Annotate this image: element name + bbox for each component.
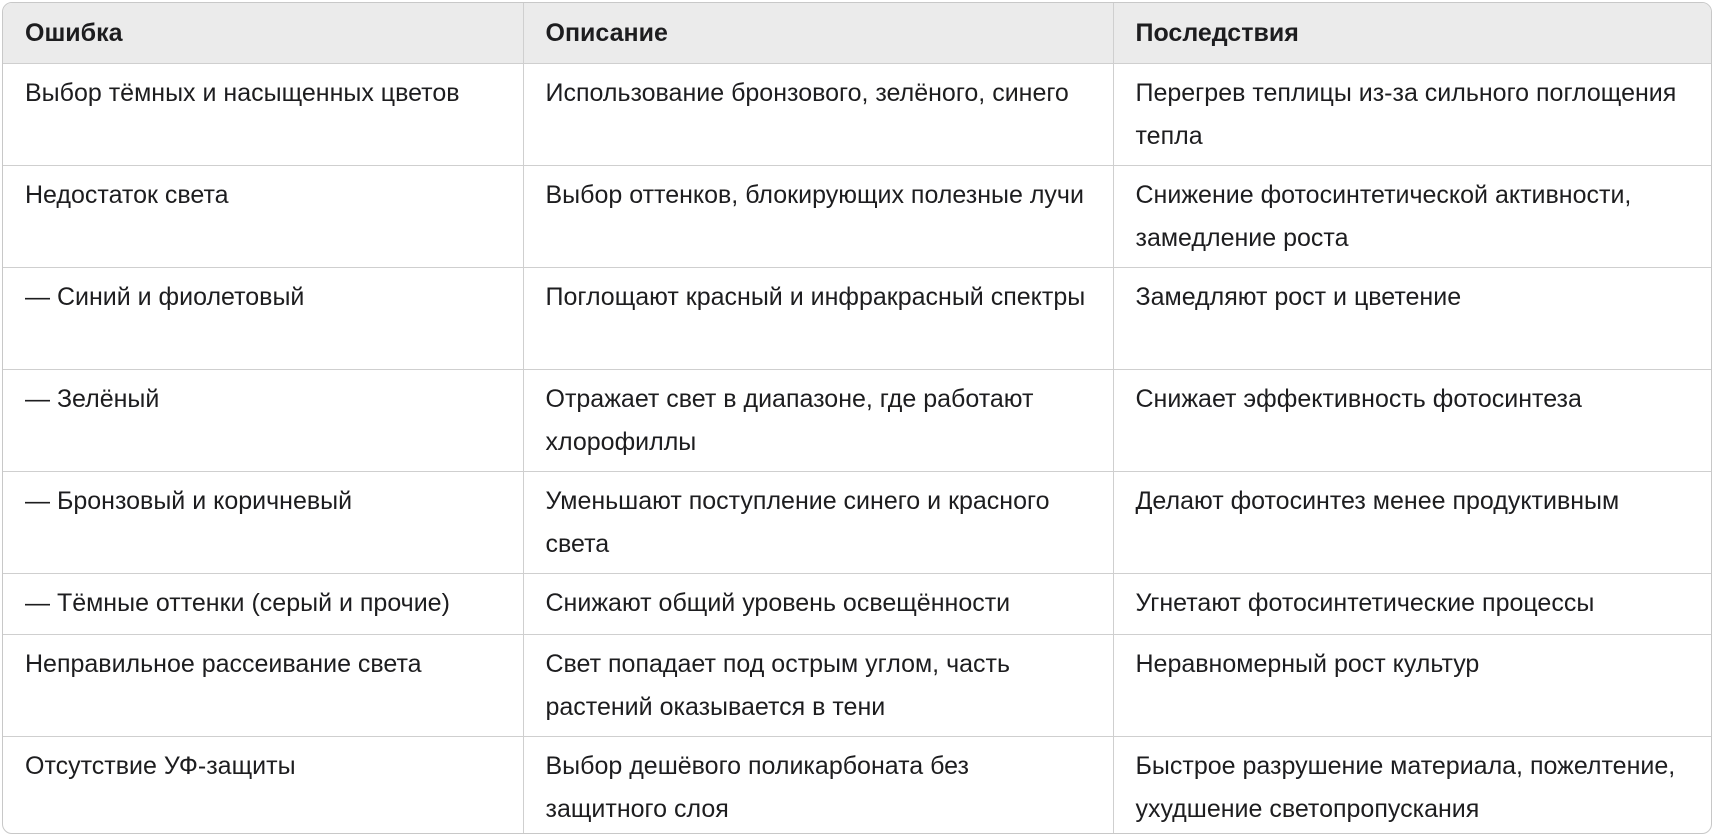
cell-consequences: Перегрев теплицы из-за сильного поглощения тепла bbox=[1113, 63, 1711, 165]
table-row bbox=[3, 634, 1711, 736]
cell-error: Неправильное рассеивание света bbox=[3, 634, 523, 736]
cell-description: Выбор оттенков, блокирующих полезные лучи bbox=[523, 165, 1113, 267]
table-row bbox=[3, 471, 1711, 573]
cell-error: Отсутствие УФ-защиты bbox=[3, 736, 523, 834]
cell-consequences: Делают фотосинтез менее продуктивным bbox=[1113, 471, 1711, 573]
cell-error: — Синий и фиолетовый bbox=[3, 267, 523, 369]
header-consequences: Последствия bbox=[1113, 3, 1711, 63]
table-row bbox=[3, 573, 1711, 634]
cell-description: Поглощают красный и инфракрасный спектры bbox=[523, 267, 1113, 369]
cell-consequences: Неравномерный рост культур bbox=[1113, 634, 1711, 736]
cell-description: Уменьшают поступление синего и красного света bbox=[523, 471, 1113, 573]
cell-error: — Бронзовый и коричневый bbox=[3, 471, 523, 573]
errors-table bbox=[3, 3, 1711, 834]
cell-description: Выбор дешёвого поликарбоната без защитного слоя bbox=[523, 736, 1113, 834]
table-body bbox=[3, 63, 1711, 834]
cell-consequences: Снижение фотосинтетической активности, замедление роста bbox=[1113, 165, 1711, 267]
cell-description: Отражает свет в диапазоне, где работают хлорофиллы bbox=[523, 369, 1113, 471]
table-header bbox=[3, 3, 1711, 63]
comparison-table-container bbox=[2, 2, 1712, 834]
cell-consequences: Быстрое разрушение материала, пожелтение, ухудшение светопропускания bbox=[1135, 751, 1676, 823]
table-row bbox=[3, 165, 1711, 267]
table-row bbox=[3, 63, 1711, 165]
table-row bbox=[3, 736, 1711, 834]
cell-description: Свет попадает под острым углом, часть растений оказывается в тени bbox=[523, 634, 1113, 736]
table-row bbox=[3, 267, 1711, 369]
cell-description: Использование бронзового, зелёного, синего bbox=[523, 63, 1113, 165]
table-row bbox=[3, 369, 1711, 471]
cell-description: Снижают общий уровень освещённости bbox=[523, 573, 1113, 634]
header-description: Описание bbox=[523, 3, 1113, 63]
header-row bbox=[3, 3, 1711, 63]
cell-consequences: Замедляют рост и цветение bbox=[1113, 267, 1711, 369]
cell-consequences: Угнетают фотосинтетические процессы bbox=[1113, 573, 1711, 634]
cell-error: — Тёмные оттенки (серый и прочие) bbox=[3, 573, 523, 634]
cell-error: Выбор тёмных и насыщенных цветов bbox=[3, 63, 523, 165]
cell-error: Недостаток света bbox=[3, 165, 523, 267]
cell-error: — Зелёный bbox=[3, 369, 523, 471]
cell-consequences: Снижает эффективность фотосинтеза bbox=[1113, 369, 1711, 471]
header-error: Ошибка bbox=[3, 3, 523, 63]
